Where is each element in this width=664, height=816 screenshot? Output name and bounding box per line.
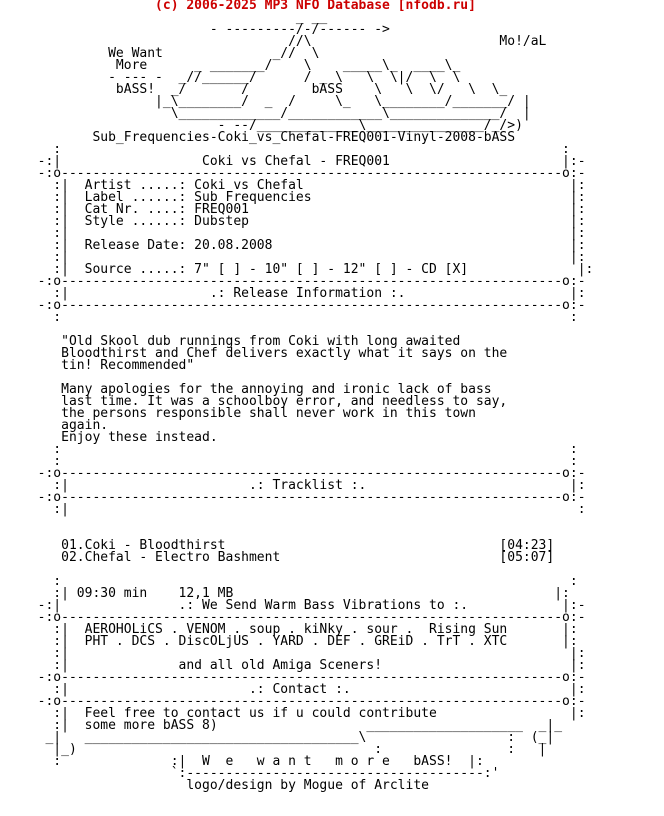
- nfo-line: "Old Skool dub runnings from Coki with long awaited: [22, 334, 461, 349]
- nfo-line: : :: [22, 310, 578, 325]
- nfo-line: - --/_____________\_______________/_/>): [22, 118, 523, 133]
- nfo-line: -:| Coki vs Chefal - FREQ001 |:-: [22, 154, 586, 169]
- nfo-line: _| ___________________________________\ : (_|: [22, 730, 555, 745]
- nfo-line: :| Artist .....: Coki vs Chefal |:: [22, 178, 586, 193]
- nfo-line: :| .: Tracklist :. |:: [22, 478, 586, 493]
- nfo-line: again.: [22, 418, 109, 433]
- nfo-line: - ---------/-/------ ->: [22, 22, 390, 37]
- nfo-line: tin! Recommended": [22, 358, 195, 373]
- nfo-line: -:o----------------------------------------------------------------o:-: [22, 466, 586, 481]
- nfo-line: :| Source .....: 7" [ ] - 10" [ ] - 12" [ ] - CD [X] |:: [22, 262, 594, 277]
- nfo-line: -:| .: We Send Warm Bass Vibrations to :. |:-: [22, 598, 586, 613]
- nfo-line: :| Release Date: 20.08.2008 |:: [22, 238, 586, 253]
- nfo-line: :| .: Release Information :. |:: [22, 286, 586, 301]
- nfo-line: More _ _______/ \ _____\_ ____\_: [22, 58, 461, 73]
- nfo-line: Bloodthirst and Chef delivers exactly what it says on the: [22, 346, 508, 361]
- nfo-line: \_____________/____________\______________/ |: [22, 106, 531, 121]
- nfo-line: :| Cat Nr. ....: FREQ001 |:: [22, 202, 586, 217]
- nfo-line: -:o----------------------------------------------------------------o:-: [22, 610, 586, 625]
- nfo-line: :| |:: [22, 226, 586, 241]
- nfo-line: : :: [22, 142, 570, 157]
- nfo-line: :| .: Contact :. |:: [22, 682, 586, 697]
- nfo-line: - --- - _//______/ / _ \ \ \|/ \ \: [22, 70, 461, 85]
- nfo-line: :| |:: [22, 646, 586, 661]
- nfo-line: -:o----------------------------------------------------------------o:-: [22, 490, 586, 505]
- nfo-line: 02.Chefal - Electro Bashment [05:07]: [22, 550, 555, 565]
- nfo-line: -:o----------------------------------------------------------------o:-: [22, 670, 586, 685]
- nfo-line: :| some more bASS 8) ____________________ _|_: [22, 718, 563, 733]
- nfo-line: |_) : : |: [22, 742, 547, 757]
- nfo-line: :| PHT . DCS . DiscOLjUS . YARD . DEF . GREiD . TrT . XTC |:: [22, 634, 578, 649]
- nfo-line: :| |:: [22, 250, 586, 265]
- nfodb-header-link[interactable]: (c) 2006-2025 MP3 NFO Database [nfodb.ru]: [22, 0, 476, 13]
- nfo-line: Many apologies for the annoying and ironic lack of bass: [22, 382, 492, 397]
- nfo-line: `:--------------------------------------:': [22, 766, 500, 781]
- nfo-line: :| and all old Amiga Sceners! |:: [22, 658, 586, 673]
- nfo-line: -:o----------------------------------------------------------------o:-: [22, 166, 586, 181]
- nfo-line: _ __: [22, 10, 328, 25]
- nfo-line: :| Feel free to contact us if u could contribute |:: [22, 706, 586, 721]
- nfo-line: 01.Coki - Bloodthirst [04:23]: [22, 538, 555, 553]
- nfo-line: We Want _// \: [22, 46, 320, 61]
- nfo-line: |_\________/ _ / \_ \________/_______/ |: [22, 94, 531, 109]
- nfo-line: :| 09:30 min 12,1 MB |:: [22, 586, 570, 601]
- nfo-line: last time. It was a schoolboy error, and needless to say,: [22, 394, 508, 409]
- nfo-line: bASS! _/ / bASS \ \ \/ \ \_: [22, 82, 508, 97]
- nfo-line: Enjoy these instead.: [22, 430, 218, 445]
- nfo-line: the persons responsible shall never work in this town: [22, 406, 476, 421]
- nfo-line: : :: [22, 442, 578, 457]
- nfo-line: :| :: [22, 502, 586, 517]
- nfo-line: -:o----------------------------------------------------------------o:-: [22, 274, 586, 289]
- nfo-line: :| Label ......: Sub Frequencies |:: [22, 190, 586, 205]
- nfo-line: : :| W e w a n t m o r e bASS! |:: [22, 754, 484, 769]
- nfo-line: [22, 516, 664, 528]
- nfo-line: -:o----------------------------------------------------------------o:-: [22, 298, 586, 313]
- nfo-line: -:o----------------------------------------------------------------o:-: [22, 694, 586, 709]
- nfo-line: Sub_Frequencies-Coki_vs_Chefal-FREQ001-Vinyl-2008-bASS: [22, 130, 516, 145]
- nfo-line: logo/design by Mogue of Arclite: [22, 778, 429, 793]
- nfo-line: : :: [22, 454, 578, 469]
- nfo-line: :| AEROHOLiCS . VENOM . soup . kiNky . sour . Rising Sun |:: [22, 622, 578, 637]
- nfo-line: //\ Mo!/aL: [22, 34, 547, 49]
- nfo-line: :| Style ......: Dubstep |:: [22, 214, 586, 229]
- nfo-line: : :: [22, 574, 578, 589]
